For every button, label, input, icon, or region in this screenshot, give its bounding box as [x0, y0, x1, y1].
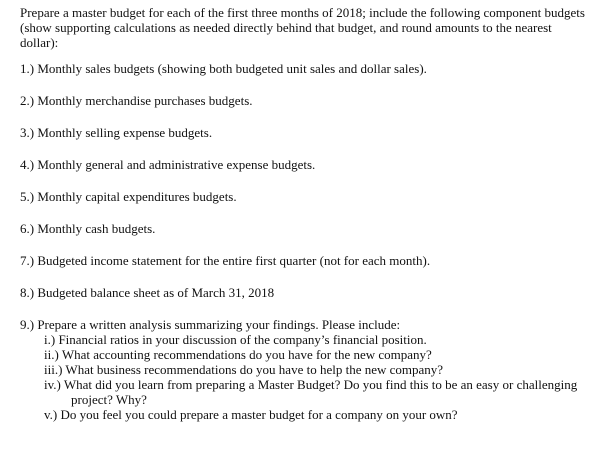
- task-item-3: 3.) Monthly selling expense budgets.: [20, 125, 213, 140]
- intro-paragraph: Prepare a master budget for each of the first three months of 2018; include the following component budgets (show supporting calculations as needed directly behind that budget, and round amounts to the nearest dollar):: [20, 5, 585, 50]
- subitem-iv: iv.) What did you learn from preparing a Master Budget? Do you find this to be an easy or challenging project? Why?: [44, 377, 578, 407]
- subitem-ii: ii.) What accounting recommendations do you have for the new company?: [44, 347, 432, 362]
- task-item-7: 7.) Budgeted income statement for the entire first quarter (not for each month).: [20, 253, 431, 268]
- task-item-6: 6.) Monthly cash budgets.: [20, 221, 156, 236]
- task-item-2: 2.) Monthly merchandise purchases budgets.: [20, 93, 253, 108]
- task-item-4: 4.) Monthly general and administrative expense budgets.: [20, 157, 316, 172]
- document-page: [20, 5, 592, 422]
- budget-task-list: [20, 61, 592, 422]
- subitem-i: i.) Financial ratios in your discussion of the company’s financial position.: [44, 332, 427, 347]
- task-item-9: [20, 317, 592, 422]
- subitem-v: v.) Do you feel you could prepare a master budget for a company on your own?: [44, 407, 458, 422]
- task-item-5: 5.) Monthly capital expenditures budgets.: [20, 189, 237, 204]
- analysis-subitem-list: [20, 332, 592, 422]
- subitem-iii: iii.) What business recommendations do you have to help the new company?: [44, 362, 444, 377]
- task-item-1: 1.) Monthly sales budgets (showing both budgeted unit sales and dollar sales).: [20, 61, 427, 76]
- task-item-9-text: 9.) Prepare a written analysis summarizing your findings. Please include:: [20, 317, 401, 332]
- task-item-8: 8.) Budgeted balance sheet as of March 31, 2018: [20, 285, 275, 300]
